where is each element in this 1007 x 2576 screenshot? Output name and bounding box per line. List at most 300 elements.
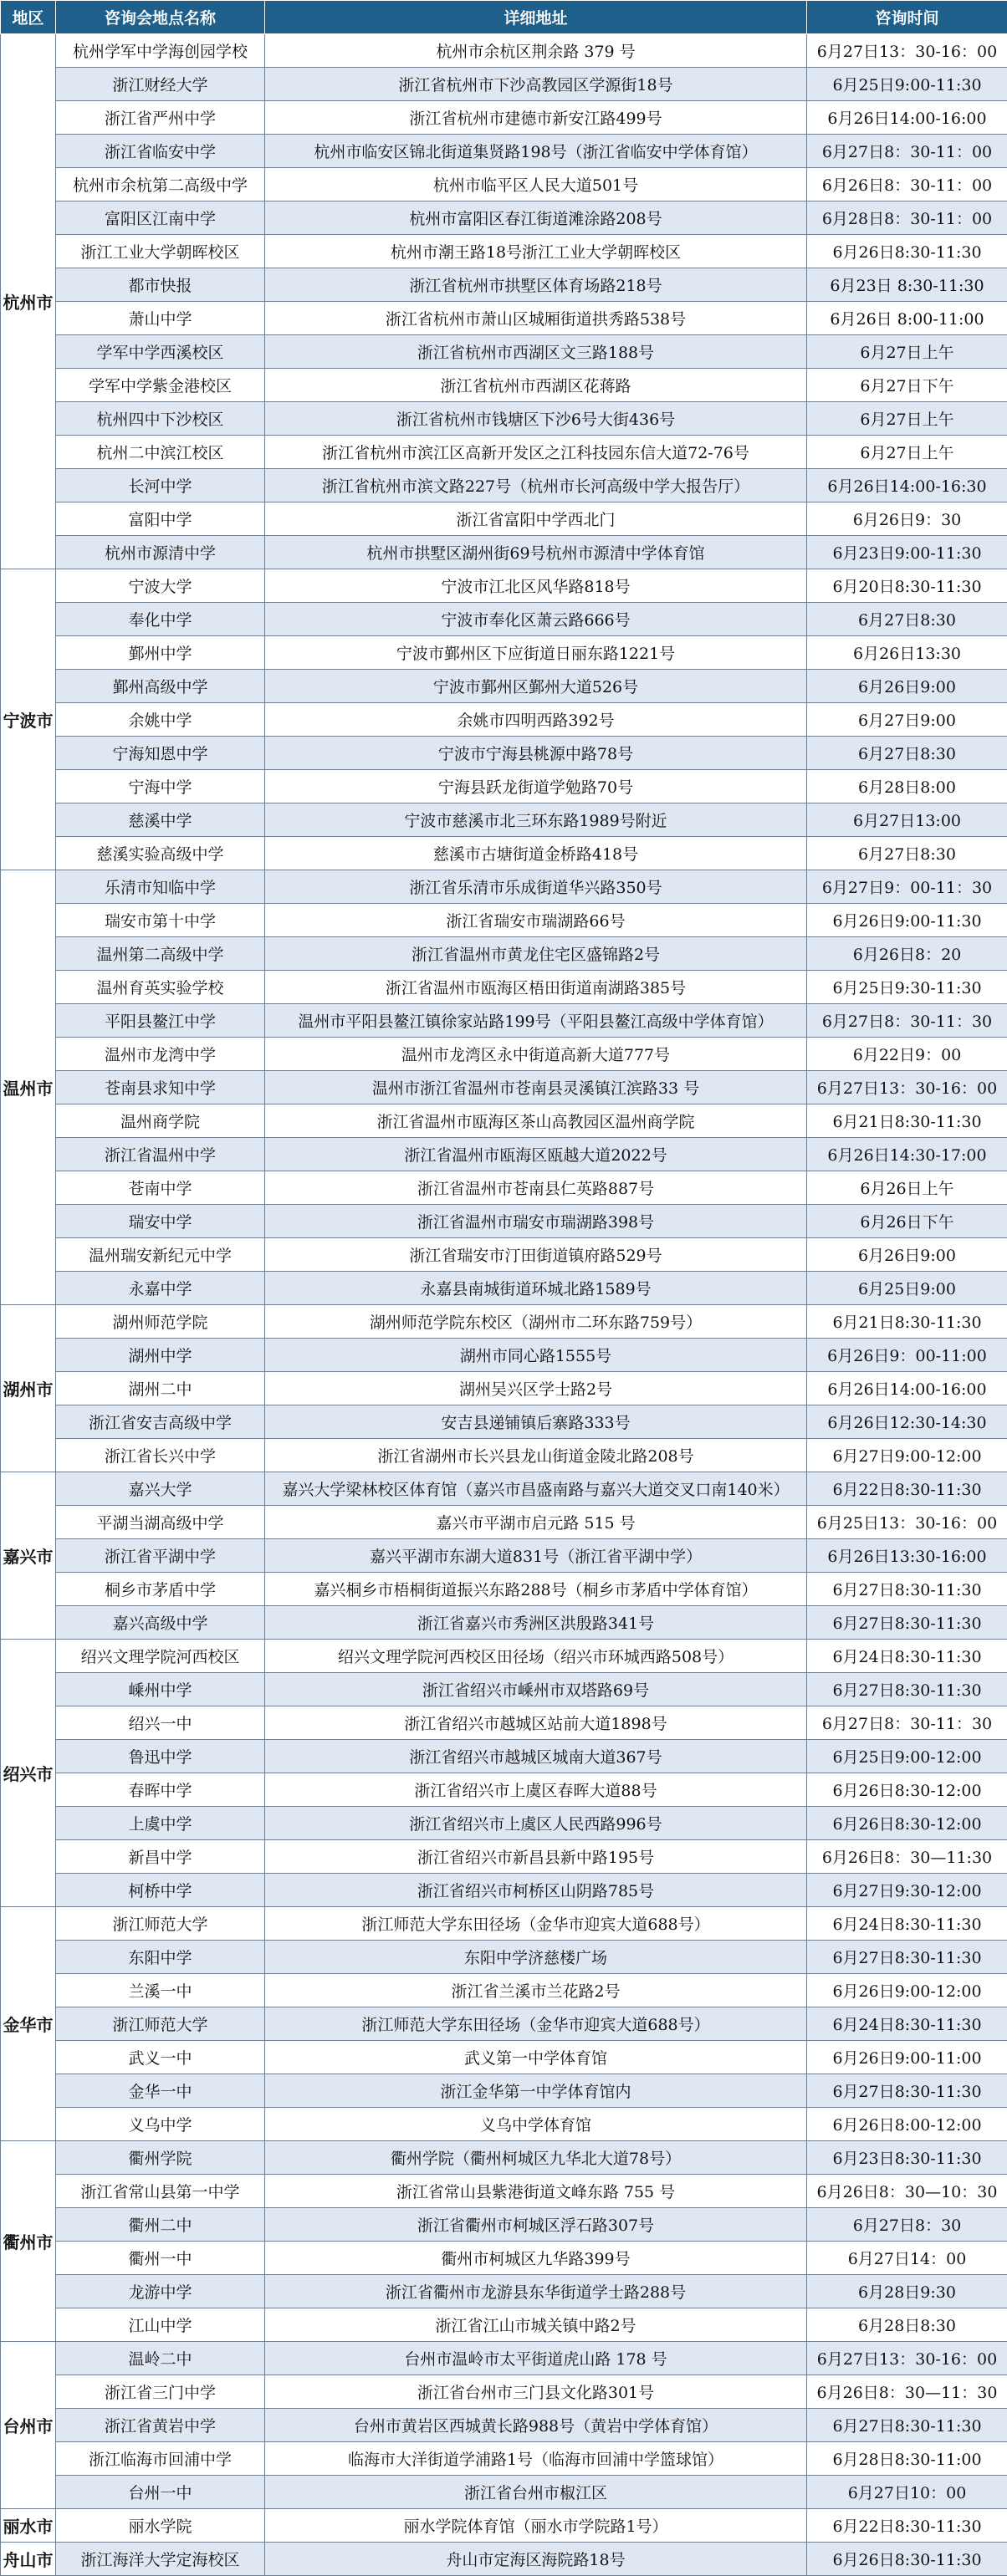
table-row xyxy=(1,1573,1007,1606)
venue-name-cell: 武义一中 xyxy=(56,2041,265,2074)
address-cell: 余姚市四明西路392号 xyxy=(265,703,807,737)
table-row xyxy=(1,803,1007,837)
table-row xyxy=(1,2007,1007,2041)
region-label: 宁波市 xyxy=(3,707,54,732)
address-cell: 浙江省瑞安市汀田街道镇府路529号 xyxy=(265,1238,807,1272)
address-cell: 宁波市江北区风华路818号 xyxy=(265,569,807,603)
venue-name-cell: 浙江省长兴中学 xyxy=(56,1439,265,1472)
address-cell: 浙江省富阳中学西北门 xyxy=(265,502,807,536)
time-cell: 6月27日8:30 xyxy=(807,737,1007,770)
venue-name-cell: 慈溪实验高级中学 xyxy=(56,837,265,870)
time-cell: 6月27日9:00-12:00 xyxy=(807,1439,1007,1472)
time-cell: 6月26日9:00 xyxy=(807,1238,1007,1272)
time-cell: 6月26日8：20 xyxy=(807,937,1007,971)
time-cell: 6月26日 8:00-11:00 xyxy=(807,302,1007,335)
address-cell: 宁波市奉化区萧云路666号 xyxy=(265,603,807,636)
venue-name-cell: 浙江省常山县第一中学 xyxy=(56,2175,265,2208)
venue-name-cell: 杭州四中下沙校区 xyxy=(56,402,265,436)
table-row xyxy=(1,302,1007,335)
venue-name-cell: 浙江师范大学 xyxy=(56,2007,265,2041)
address-cell: 宁波市慈溪市北三环东路1989号附近 xyxy=(265,803,807,837)
address-cell: 浙江省瑞安市瑞湖路66号 xyxy=(265,904,807,937)
table-row xyxy=(1,502,1007,536)
address-cell: 丽水学院体育馆（丽水市学院路1号） xyxy=(265,2509,807,2543)
address-cell: 浙江省常山县紫港街道文峰东路 755 号 xyxy=(265,2175,807,2208)
address-cell: 浙江省杭州市滨文路227号（杭州市长河高级中学大报告厅） xyxy=(265,469,807,502)
time-cell: 6月23日8:30-11:30 xyxy=(807,2141,1007,2175)
venue-name-cell: 杭州市余杭第二高级中学 xyxy=(56,168,265,201)
table-row xyxy=(1,1138,1007,1171)
region-cell xyxy=(1,1305,56,1472)
table-row xyxy=(1,569,1007,603)
region-cell xyxy=(1,1472,56,1640)
venue-name-cell: 浙江工业大学朝晖校区 xyxy=(56,235,265,268)
time-cell: 6月22日8:30-11:30 xyxy=(807,2509,1007,2543)
venue-name-cell: 平阳县鳌江中学 xyxy=(56,1004,265,1038)
time-cell: 6月24日8:30-11:30 xyxy=(807,2007,1007,2041)
venue-name-cell: 宁波大学 xyxy=(56,569,265,603)
venue-name-cell: 衢州二中 xyxy=(56,2208,265,2242)
address-cell: 湖州市同心路1555号 xyxy=(265,1339,807,1372)
address-cell: 杭州市拱墅区湖州街69号杭州市源清中学体育馆 xyxy=(265,536,807,569)
time-cell: 6月27日8:30-11:30 xyxy=(807,1941,1007,1974)
table-row xyxy=(1,1640,1007,1673)
table-row xyxy=(1,34,1007,68)
region-cell xyxy=(1,34,56,569)
venue-name-cell: 台州一中 xyxy=(56,2476,265,2509)
venue-name-cell: 杭州学军中学海创园学校 xyxy=(56,34,265,68)
venue-name-cell: 浙江省平湖中学 xyxy=(56,1539,265,1573)
address-cell: 浙江金华第一中学体育馆内 xyxy=(265,2074,807,2108)
venue-name-cell: 浙江省严州中学 xyxy=(56,101,265,135)
table-header-row xyxy=(1,1,1007,34)
address-cell: 浙江省杭州市建德市新安江路499号 xyxy=(265,101,807,135)
address-cell: 宁海县跃龙街道学勉路70号 xyxy=(265,770,807,803)
venue-name-cell: 湖州师范学院 xyxy=(56,1305,265,1339)
address-cell: 嘉兴桐乡市梧桐街道振兴东路288号（桐乡市茅盾中学体育馆） xyxy=(265,1573,807,1606)
address-cell: 浙江省绍兴市柯桥区山阴路785号 xyxy=(265,1874,807,1907)
region-label: 舟山市 xyxy=(3,2547,54,2571)
table-row xyxy=(1,1907,1007,1941)
venue-name-cell: 浙江省温州中学 xyxy=(56,1138,265,1171)
address-cell: 浙江省绍兴市上虞区春晖大道88号 xyxy=(265,1773,807,1807)
time-cell: 6月27日10：00 xyxy=(807,2476,1007,2509)
time-cell: 6月26日8：30—10：30 xyxy=(807,2175,1007,2208)
address-cell: 浙江省绍兴市上虞区人民西路996号 xyxy=(265,1807,807,1840)
address-cell: 东阳中学济慈楼广场 xyxy=(265,1941,807,1974)
table-row xyxy=(1,2308,1007,2342)
address-cell: 台州市温岭市太平街道虎山路 178 号 xyxy=(265,2342,807,2375)
address-cell: 浙江省绍兴市嵊州市双塔路69号 xyxy=(265,1673,807,1706)
address-cell: 浙江省台州市椒江区 xyxy=(265,2476,807,2509)
table-row xyxy=(1,1673,1007,1706)
venue-name-cell: 长河中学 xyxy=(56,469,265,502)
venue-name-cell: 浙江省安吉高级中学 xyxy=(56,1405,265,1439)
venue-name-cell: 温州商学院 xyxy=(56,1104,265,1138)
region-label: 嘉兴市 xyxy=(3,1543,54,1568)
time-cell: 6月21日8:30-11:30 xyxy=(807,1104,1007,1138)
address-cell: 浙江省杭州市下沙高教园区学源街18号 xyxy=(265,68,807,101)
time-cell: 6月22日8:30-11:30 xyxy=(807,1472,1007,1506)
venue-name-cell: 苍南中学 xyxy=(56,1171,265,1205)
table-row xyxy=(1,2409,1007,2442)
address-cell: 嘉兴市平湖市启元路 515 号 xyxy=(265,1506,807,1539)
table-row xyxy=(1,268,1007,302)
time-cell: 6月27日9：00-11：30 xyxy=(807,870,1007,904)
venue-name-cell: 嘉兴高级中学 xyxy=(56,1606,265,1640)
venue-name-cell: 兰溪一中 xyxy=(56,1974,265,2007)
venue-name-cell: 平湖当湖高级中学 xyxy=(56,1506,265,1539)
address-cell: 浙江省温州市苍南县仁英路887号 xyxy=(265,1171,807,1205)
address-cell: 浙江省衢州市柯城区浮石路307号 xyxy=(265,2208,807,2242)
table-row xyxy=(1,2342,1007,2375)
venue-name-cell: 宁海中学 xyxy=(56,770,265,803)
address-cell: 衢州学院（衢州柯城区九华北大道78号） xyxy=(265,2141,807,2175)
venue-name-cell: 浙江临海市回浦中学 xyxy=(56,2442,265,2476)
venue-name-cell: 湖州二中 xyxy=(56,1372,265,1405)
venue-name-cell: 温州育英实验学校 xyxy=(56,971,265,1004)
table-row xyxy=(1,2375,1007,2409)
time-cell: 6月27日8:30-11:30 xyxy=(807,2074,1007,2108)
time-cell: 6月27日8:30-11:30 xyxy=(807,1573,1007,1606)
table-row xyxy=(1,402,1007,436)
venue-name-cell: 丽水学院 xyxy=(56,2509,265,2543)
time-cell: 6月26日14:00-16:00 xyxy=(807,101,1007,135)
address-cell: 温州市龙湾区永中街道高新大道777号 xyxy=(265,1038,807,1071)
time-cell: 6月28日8:00 xyxy=(807,770,1007,803)
venue-name-cell: 金华一中 xyxy=(56,2074,265,2108)
venue-name-cell: 慈溪中学 xyxy=(56,803,265,837)
venue-name-cell: 鲁迅中学 xyxy=(56,1740,265,1773)
time-cell: 6月26日下午 xyxy=(807,1205,1007,1238)
address-cell: 慈溪市古塘街道金桥路418号 xyxy=(265,837,807,870)
address-cell: 临海市大洋街道学浦路1号（临海市回浦中学篮球馆） xyxy=(265,2442,807,2476)
time-cell: 6月26日9:00 xyxy=(807,670,1007,703)
venue-name-cell: 宁海知恩中学 xyxy=(56,737,265,770)
venue-name-cell: 学军中学紫金港校区 xyxy=(56,369,265,402)
time-cell: 6月27日8:30-11:30 xyxy=(807,1673,1007,1706)
time-cell: 6月27日13：30-16：00 xyxy=(807,1071,1007,1104)
table-body xyxy=(1,34,1007,2576)
table-row xyxy=(1,1874,1007,1907)
time-cell: 6月26日8:30-11:30 xyxy=(807,235,1007,268)
table-row xyxy=(1,2175,1007,2208)
address-cell: 杭州市临平区人民大道501号 xyxy=(265,168,807,201)
address-cell: 武义第一中学体育馆 xyxy=(265,2041,807,2074)
address-cell: 永嘉县南城街道环城北路1589号 xyxy=(265,1272,807,1305)
time-cell: 6月27日8:30 xyxy=(807,603,1007,636)
venue-name-cell: 柯桥中学 xyxy=(56,1874,265,1907)
address-cell: 浙江省绍兴市新昌县新中路195号 xyxy=(265,1840,807,1874)
table-row xyxy=(1,1038,1007,1071)
time-cell: 6月26日14:00-16:30 xyxy=(807,469,1007,502)
address-cell: 义乌中学体育馆 xyxy=(265,2108,807,2141)
time-cell: 6月27日8：30-11：30 xyxy=(807,1706,1007,1740)
address-cell: 浙江省杭州市西湖区文三路188号 xyxy=(265,335,807,369)
venue-name-cell: 春晖中学 xyxy=(56,1773,265,1807)
time-cell: 6月24日8:30-11:30 xyxy=(807,1907,1007,1941)
venue-name-cell: 温岭二中 xyxy=(56,2342,265,2375)
time-cell: 6月25日9:30-11:30 xyxy=(807,971,1007,1004)
table-row xyxy=(1,1372,1007,1405)
address-cell: 浙江省绍兴市越城区城南大道367号 xyxy=(265,1740,807,1773)
time-cell: 6月26日14:00-16:00 xyxy=(807,1372,1007,1405)
address-cell: 嘉兴大学梁林校区体育馆（嘉兴市昌盛南路与嘉兴大道交叉口南140米） xyxy=(265,1472,807,1506)
time-cell: 6月27日下午 xyxy=(807,369,1007,402)
table-row xyxy=(1,2275,1007,2308)
address-cell: 湖州师范学院东校区（湖州市二环东路759号） xyxy=(265,1305,807,1339)
time-cell: 6月26日9:00-11:00 xyxy=(807,2041,1007,2074)
venue-name-cell: 绍兴文理学院河西校区 xyxy=(56,1640,265,1673)
venue-name-cell: 桐乡市茅盾中学 xyxy=(56,1573,265,1606)
table-row xyxy=(1,2208,1007,2242)
table-row xyxy=(1,1941,1007,1974)
address-cell: 嘉兴平湖市东湖大道831号（浙江省平湖中学） xyxy=(265,1539,807,1573)
header-venue-name: 咨询会地点名称 xyxy=(56,1,265,34)
table-row xyxy=(1,2509,1007,2543)
venue-name-cell: 杭州二中滨江校区 xyxy=(56,436,265,469)
address-cell: 浙江师范大学东田径场（金华市迎宾大道688号） xyxy=(265,2007,807,2041)
venue-name-cell: 余姚中学 xyxy=(56,703,265,737)
venue-name-cell: 奉化中学 xyxy=(56,603,265,636)
venue-name-cell: 苍南县求知中学 xyxy=(56,1071,265,1104)
address-cell: 杭州市富阳区春江街道滩涂路208号 xyxy=(265,201,807,235)
address-cell: 舟山市定海区海院路18号 xyxy=(265,2543,807,2576)
table-row xyxy=(1,2543,1007,2576)
table-row xyxy=(1,904,1007,937)
address-cell: 浙江省江山市城关镇中路2号 xyxy=(265,2308,807,2342)
table-row xyxy=(1,1272,1007,1305)
venue-name-cell: 湖州中学 xyxy=(56,1339,265,1372)
table-row xyxy=(1,1205,1007,1238)
region-cell xyxy=(1,2141,56,2342)
region-cell xyxy=(1,2342,56,2509)
region-cell xyxy=(1,1640,56,1907)
address-cell: 杭州市余杭区荆余路 379 号 xyxy=(265,34,807,68)
address-cell: 绍兴文理学院河西校区田径场（绍兴市环城西路508号） xyxy=(265,1640,807,1673)
table-row xyxy=(1,101,1007,135)
region-cell xyxy=(1,2543,56,2576)
table-row xyxy=(1,369,1007,402)
table-row xyxy=(1,870,1007,904)
table-row xyxy=(1,536,1007,569)
table-row xyxy=(1,1472,1007,1506)
venue-name-cell: 温州瑞安新纪元中学 xyxy=(56,1238,265,1272)
header-region: 地区 xyxy=(1,1,56,34)
region-cell xyxy=(1,870,56,1305)
time-cell: 6月27日8：30-11：00 xyxy=(807,135,1007,168)
table-row xyxy=(1,2041,1007,2074)
table-row xyxy=(1,971,1007,1004)
address-cell: 浙江省杭州市萧山区城厢街道拱秀路538号 xyxy=(265,302,807,335)
time-cell: 6月23日 8:30-11:30 xyxy=(807,268,1007,302)
time-cell: 6月23日9:00-11:30 xyxy=(807,536,1007,569)
time-cell: 6月27日8:30-11:30 xyxy=(807,2409,1007,2442)
time-cell: 6月20日8:30-11:30 xyxy=(807,569,1007,603)
address-cell: 浙江省温州市瓯海区瓯越大道2022号 xyxy=(265,1138,807,1171)
time-cell: 6月27日9:30-12:00 xyxy=(807,1874,1007,1907)
table-row xyxy=(1,1539,1007,1573)
time-cell: 6月26日9：30 xyxy=(807,502,1007,536)
time-cell: 6月26日8：30—11:30 xyxy=(807,1840,1007,1874)
address-cell: 宁波市宁海县桃源中路78号 xyxy=(265,737,807,770)
venue-name-cell: 新昌中学 xyxy=(56,1840,265,1874)
address-cell: 浙江省乐清市乐成街道华兴路350号 xyxy=(265,870,807,904)
address-cell: 浙江省温州市黄龙住宅区盛锦路2号 xyxy=(265,937,807,971)
time-cell: 6月26日8:30-12:00 xyxy=(807,1773,1007,1807)
region-label: 衢州市 xyxy=(3,2229,54,2253)
table-row xyxy=(1,837,1007,870)
venue-name-cell: 浙江省黄岩中学 xyxy=(56,2409,265,2442)
table-row xyxy=(1,1773,1007,1807)
table-row xyxy=(1,135,1007,168)
venue-name-cell: 萧山中学 xyxy=(56,302,265,335)
table-row xyxy=(1,2141,1007,2175)
time-cell: 6月26日8:00-12:00 xyxy=(807,2108,1007,2141)
header-time: 咨询时间 xyxy=(807,1,1007,34)
table-row xyxy=(1,1104,1007,1138)
venue-name-cell: 绍兴一中 xyxy=(56,1706,265,1740)
address-cell: 温州市平阳县鳌江镇徐家站路199号（平阳县鳌江高级中学体育馆） xyxy=(265,1004,807,1038)
table-row xyxy=(1,670,1007,703)
table-row xyxy=(1,770,1007,803)
address-cell: 衢州市柯城区九华路399号 xyxy=(265,2242,807,2275)
region-cell xyxy=(1,1907,56,2141)
time-cell: 6月26日12:30-14:30 xyxy=(807,1405,1007,1439)
venue-name-cell: 杭州市源清中学 xyxy=(56,536,265,569)
table-row xyxy=(1,737,1007,770)
time-cell: 6月28日8：30-11：00 xyxy=(807,201,1007,235)
time-cell: 6月26日13:30 xyxy=(807,636,1007,670)
address-cell: 浙江省温州市瑞安市瑞湖路398号 xyxy=(265,1205,807,1238)
time-cell: 6月25日13：30-16：00 xyxy=(807,1506,1007,1539)
venue-name-cell: 东阳中学 xyxy=(56,1941,265,1974)
time-cell: 6月27日8:30-11:30 xyxy=(807,1606,1007,1640)
venue-name-cell: 浙江省临安中学 xyxy=(56,135,265,168)
time-cell: 6月26日8：30—11：30 xyxy=(807,2375,1007,2409)
table-row xyxy=(1,2242,1007,2275)
table-row xyxy=(1,2108,1007,2141)
table-row xyxy=(1,1405,1007,1439)
time-cell: 6月26日8：30-11：00 xyxy=(807,168,1007,201)
time-cell: 6月27日上午 xyxy=(807,436,1007,469)
address-cell: 宁波市鄞州区下应街道日丽东路1221号 xyxy=(265,636,807,670)
venue-name-cell: 衢州学院 xyxy=(56,2141,265,2175)
venue-name-cell: 都市快报 xyxy=(56,268,265,302)
table-row xyxy=(1,1339,1007,1372)
address-cell: 浙江省杭州市钱塘区下沙6号大街436号 xyxy=(265,402,807,436)
table-row xyxy=(1,68,1007,101)
time-cell: 6月26日8:30-12:00 xyxy=(807,1807,1007,1840)
time-cell: 6月26日14:30-17:00 xyxy=(807,1138,1007,1171)
venue-name-cell: 鄞州高级中学 xyxy=(56,670,265,703)
time-cell: 6月27日14：00 xyxy=(807,2242,1007,2275)
venue-name-cell: 嵊州中学 xyxy=(56,1673,265,1706)
time-cell: 6月22日9：00 xyxy=(807,1038,1007,1071)
table-row xyxy=(1,1004,1007,1038)
table-row xyxy=(1,1305,1007,1339)
address-cell: 浙江省嘉兴市秀洲区洪殷路341号 xyxy=(265,1606,807,1640)
table-row xyxy=(1,603,1007,636)
venue-name-cell: 衢州一中 xyxy=(56,2242,265,2275)
address-cell: 宁波市鄞州区鄞州大道526号 xyxy=(265,670,807,703)
table-row xyxy=(1,1071,1007,1104)
time-cell: 6月25日9:00 xyxy=(807,1272,1007,1305)
region-label: 丽水市 xyxy=(3,2513,54,2538)
region-label: 湖州市 xyxy=(3,1376,54,1400)
venue-name-cell: 瑞安市第十中学 xyxy=(56,904,265,937)
time-cell: 6月27日9:00 xyxy=(807,703,1007,737)
table-row xyxy=(1,1740,1007,1773)
address-cell: 浙江省杭州市西湖区花蒋路 xyxy=(265,369,807,402)
venue-name-cell: 江山中学 xyxy=(56,2308,265,2342)
address-cell: 浙江省兰溪市兰花路2号 xyxy=(265,1974,807,2007)
table-row xyxy=(1,1238,1007,1272)
venue-name-cell: 嘉兴大学 xyxy=(56,1472,265,1506)
venue-name-cell: 浙江海洋大学定海校区 xyxy=(56,2543,265,2576)
venue-name-cell: 龙游中学 xyxy=(56,2275,265,2308)
table-row xyxy=(1,436,1007,469)
address-cell: 杭州市潮王路18号浙江工业大学朝晖校区 xyxy=(265,235,807,268)
table-row xyxy=(1,937,1007,971)
address-cell: 温州市浙江省温州市苍南县灵溪镇江滨路33 号 xyxy=(265,1071,807,1104)
time-cell: 6月21日8:30-11:30 xyxy=(807,1305,1007,1339)
venue-name-cell: 义乌中学 xyxy=(56,2108,265,2141)
table-row xyxy=(1,2476,1007,2509)
time-cell: 6月26日13:30-16:00 xyxy=(807,1539,1007,1573)
address-cell: 浙江师范大学东田径场（金华市迎宾大道688号） xyxy=(265,1907,807,1941)
region-label: 金华市 xyxy=(3,2012,54,2036)
time-cell: 6月26日9:00-12:00 xyxy=(807,1974,1007,2007)
region-cell xyxy=(1,2509,56,2543)
table-row xyxy=(1,1974,1007,2007)
address-cell: 杭州市临安区锦北街道集贤路198号（浙江省临安中学体育馆） xyxy=(265,135,807,168)
table-row xyxy=(1,2074,1007,2108)
region-cell xyxy=(1,569,56,870)
venue-name-cell: 温州第二高级中学 xyxy=(56,937,265,971)
venue-name-cell: 学军中学西溪校区 xyxy=(56,335,265,369)
time-cell: 6月26日9:00-11:30 xyxy=(807,904,1007,937)
table-row xyxy=(1,2442,1007,2476)
table-row xyxy=(1,1506,1007,1539)
time-cell: 6月24日8:30-11:30 xyxy=(807,1640,1007,1673)
table-row xyxy=(1,1706,1007,1740)
time-cell: 6月27日8:30 xyxy=(807,837,1007,870)
address-cell: 浙江省台州市三门县文化路301号 xyxy=(265,2375,807,2409)
table-row xyxy=(1,1606,1007,1640)
time-cell: 6月27日上午 xyxy=(807,402,1007,436)
venue-name-cell: 永嘉中学 xyxy=(56,1272,265,1305)
venue-name-cell: 富阳区江南中学 xyxy=(56,201,265,235)
time-cell: 6月27日上午 xyxy=(807,335,1007,369)
time-cell: 6月25日9:00-11:30 xyxy=(807,68,1007,101)
address-cell: 台州市黄岩区西城黄长路988号（黄岩中学体育馆） xyxy=(265,2409,807,2442)
address-cell: 浙江省杭州市滨江区高新开发区之江科技园东信大道72-76号 xyxy=(265,436,807,469)
region-label: 杭州市 xyxy=(3,289,54,314)
time-cell: 6月28日8:30 xyxy=(807,2308,1007,2342)
time-cell: 6月28日9:30 xyxy=(807,2275,1007,2308)
time-cell: 6月28日8:30-11:00 xyxy=(807,2442,1007,2476)
time-cell: 6月26日上午 xyxy=(807,1171,1007,1205)
venue-name-cell: 浙江财经大学 xyxy=(56,68,265,101)
region-label: 台州市 xyxy=(3,2413,54,2437)
address-cell: 浙江省湖州市长兴县龙山街道金陵北路208号 xyxy=(265,1439,807,1472)
time-cell: 6月25日9:00-12:00 xyxy=(807,1740,1007,1773)
region-label: 温州市 xyxy=(3,1075,54,1099)
venue-name-cell: 乐清市知临中学 xyxy=(56,870,265,904)
address-cell: 浙江省杭州市拱墅区体育场路218号 xyxy=(265,268,807,302)
table-row xyxy=(1,1807,1007,1840)
